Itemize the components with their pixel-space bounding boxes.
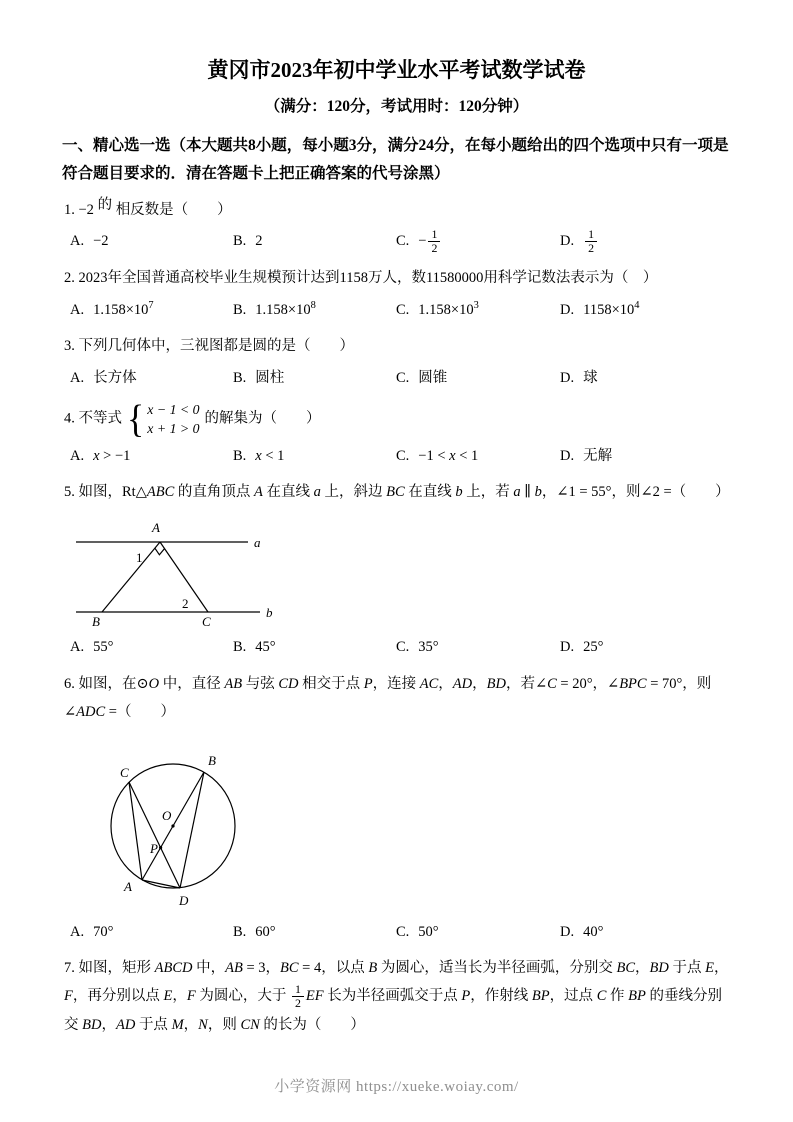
- question-5-option-d: [560, 634, 731, 662]
- question-4-option-b: [233, 443, 396, 471]
- question-6-option-b: [233, 919, 396, 947]
- option-label: D.: [560, 369, 575, 386]
- chord-cd: [129, 782, 180, 888]
- option-label: C.: [396, 233, 410, 250]
- point-b-label: B: [92, 614, 100, 630]
- question-1: [62, 196, 731, 256]
- option-label: C.: [396, 369, 410, 386]
- angle-2-label: 2: [182, 596, 189, 612]
- option-value: $1.158\times 10^8$: [255, 299, 316, 318]
- question-2-option-b: [233, 296, 396, 324]
- question-1-option-c: [396, 228, 560, 256]
- question-6-stem: 6. 如图，在⊙O 中，直径 AB 与弦 CD 相交于点 P，连接 AC，AD，BD，若∠C = 20°，∠BPC = 70°，则∠ADC =（ ）: [64, 675, 712, 721]
- question-3-stem: 3. 下列几何体中，三视图都是圆的是（ ）: [64, 338, 354, 355]
- question-5: [62, 478, 731, 662]
- line-b-label: b: [266, 605, 273, 621]
- question-5-stem: 5. 如图，Rt△ABC 的直角顶点 A 在直线 a 上，斜边 BC 在直线 b 上，若 a ∥ b，∠1 = 55°，则∠2 =（ ）: [64, 484, 730, 501]
- point-a-label: A: [152, 520, 160, 536]
- option-label: A.: [70, 639, 85, 656]
- right-angle-mark: [155, 549, 165, 556]
- question-6-circle-figure: [68, 731, 293, 915]
- option-label: C.: [396, 923, 410, 940]
- question-3-option-c: [396, 365, 560, 393]
- option-label: A.: [70, 369, 85, 386]
- question-6-option-a: [70, 919, 233, 947]
- point-a-label: A: [124, 878, 132, 894]
- option-label: C.: [396, 301, 410, 318]
- option-value: 50°: [418, 923, 439, 940]
- question-2: [62, 264, 731, 325]
- option-label: A.: [70, 233, 85, 250]
- option-value: 圆柱: [255, 369, 285, 386]
- option-value: 无解: [583, 447, 613, 464]
- point-p-dot: [159, 846, 162, 849]
- paper-subtitle: （满分：120分，考试用时：120分钟）: [264, 98, 529, 115]
- option-value: 45°: [255, 639, 276, 656]
- option-label: A.: [70, 447, 85, 464]
- question-2-options: [70, 296, 731, 324]
- question-1-stem: 1. −2 的 相反数是（ ）: [64, 196, 232, 218]
- option-value: 2: [255, 233, 263, 250]
- question-6-option-d: [560, 919, 731, 947]
- option-label: A.: [70, 923, 85, 940]
- option-value: x > −1: [93, 447, 131, 464]
- question-1-option-d: [560, 228, 731, 256]
- question-4-option-d: [560, 443, 731, 471]
- option-value: −1 < x < 1: [418, 447, 479, 464]
- question-7-stem: 7. 如图，矩形 ABCD 中，AB = 3，BC = 4，以点 B 为圆心，适当长为半径画弧，分别交 BC，BD 于点 E，F，再分别以点 E，F 为圆心，大于 $\frac{1}{2}$ EF 长为半径画弧交于点 P，作射线 BP，过点 C 作 BP 的垂线分别交 BD，AD 于点 M，N，则 CN 的长为（ ）: [64, 960, 729, 1033]
- question-7: [62, 954, 731, 1039]
- question-6-option-c: [396, 919, 560, 947]
- question-4-option-c: [396, 443, 560, 471]
- question-1-options: [70, 228, 731, 256]
- point-p-label: P: [150, 840, 158, 856]
- side-ab: [102, 542, 160, 612]
- option-label: B.: [233, 447, 247, 464]
- question-1-option-b: [233, 228, 396, 256]
- question-4-options: [70, 443, 731, 471]
- angle-1-label: 1: [136, 550, 143, 566]
- question-5-triangle-figure: [68, 510, 300, 630]
- question-5-options: [70, 634, 731, 662]
- option-label: D.: [560, 233, 575, 250]
- option-value: $1158\times 10^4$: [583, 299, 640, 318]
- option-label: B.: [233, 639, 247, 656]
- option-label: B.: [233, 923, 247, 940]
- option-value: $1.158\times 10^3$: [418, 299, 479, 318]
- question-3: [62, 332, 731, 392]
- option-label: D.: [560, 447, 575, 464]
- question-4-stem: 4. 不等式 { x − 1 < 0 x + 1 > 0 的解集为（ ）: [64, 397, 321, 442]
- question-2-option-c: [396, 296, 560, 324]
- paper-title: 黄冈市2023年初中学业水平考试数学试卷: [207, 58, 586, 82]
- question-3-option-a: [70, 365, 233, 393]
- option-value: 55°: [93, 639, 114, 656]
- question-2-option-d: [560, 296, 731, 324]
- option-label: B.: [233, 369, 247, 386]
- option-label: A.: [70, 301, 85, 318]
- question-4-option-a: [70, 443, 233, 471]
- option-label: C.: [396, 639, 410, 656]
- segment-bd: [180, 772, 204, 888]
- option-label: D.: [560, 301, 575, 318]
- option-value: $1.158\times 10^7$: [93, 299, 154, 318]
- question-6-options: [70, 919, 731, 947]
- question-2-option-a: [70, 296, 233, 324]
- question-3-option-d: [560, 365, 731, 393]
- option-value: − $\frac{1}{2}$: [418, 233, 442, 249]
- site-watermark: 小学资源网 https://xueke.woiay.com/: [274, 1079, 519, 1095]
- line-a-label: a: [254, 535, 261, 551]
- option-label: D.: [560, 923, 575, 940]
- option-label: B.: [233, 301, 247, 318]
- point-c-label: C: [202, 614, 211, 630]
- option-value: $\frac{1}{2}$: [583, 233, 599, 249]
- question-1-option-a: [70, 228, 233, 256]
- option-value: 球: [583, 369, 598, 386]
- option-label: B.: [233, 233, 247, 250]
- option-value: 35°: [418, 639, 439, 656]
- option-label: D.: [560, 639, 575, 656]
- section-one-heading: 一、精心选一选（本大题共8小题，每小题3分，满分24分，在每小题给出的四个选项中只有一项是符合题目要求的．清在答题卡上把正确答案的代号涂黑）: [62, 137, 729, 182]
- point-c-label: C: [120, 764, 129, 780]
- option-value: 圆锥: [418, 369, 448, 386]
- option-value: 70°: [93, 923, 114, 940]
- question-4: [62, 397, 731, 470]
- option-label: C.: [396, 447, 410, 464]
- option-value: 40°: [583, 923, 604, 940]
- center-o-label: O: [162, 807, 172, 823]
- option-value: 25°: [583, 639, 604, 656]
- question-2-stem: 2. 2023年全国普通高校毕业生规模预计达到1158万人，数11580000用科学记数法表示为（ ）: [64, 269, 658, 286]
- point-d-label: D: [179, 892, 189, 908]
- option-value: 60°: [255, 923, 276, 940]
- option-value: x < 1: [255, 447, 285, 464]
- question-3-option-b: [233, 365, 396, 393]
- option-value: −2: [93, 233, 109, 250]
- question-5-option-b: [233, 634, 396, 662]
- center-o-dot: [171, 824, 174, 827]
- question-6: [62, 670, 731, 946]
- question-5-option-c: [396, 634, 560, 662]
- question-3-options: [70, 365, 731, 393]
- question-5-option-a: [70, 634, 233, 662]
- option-value: 长方体: [93, 369, 137, 386]
- point-b-label: B: [208, 752, 216, 768]
